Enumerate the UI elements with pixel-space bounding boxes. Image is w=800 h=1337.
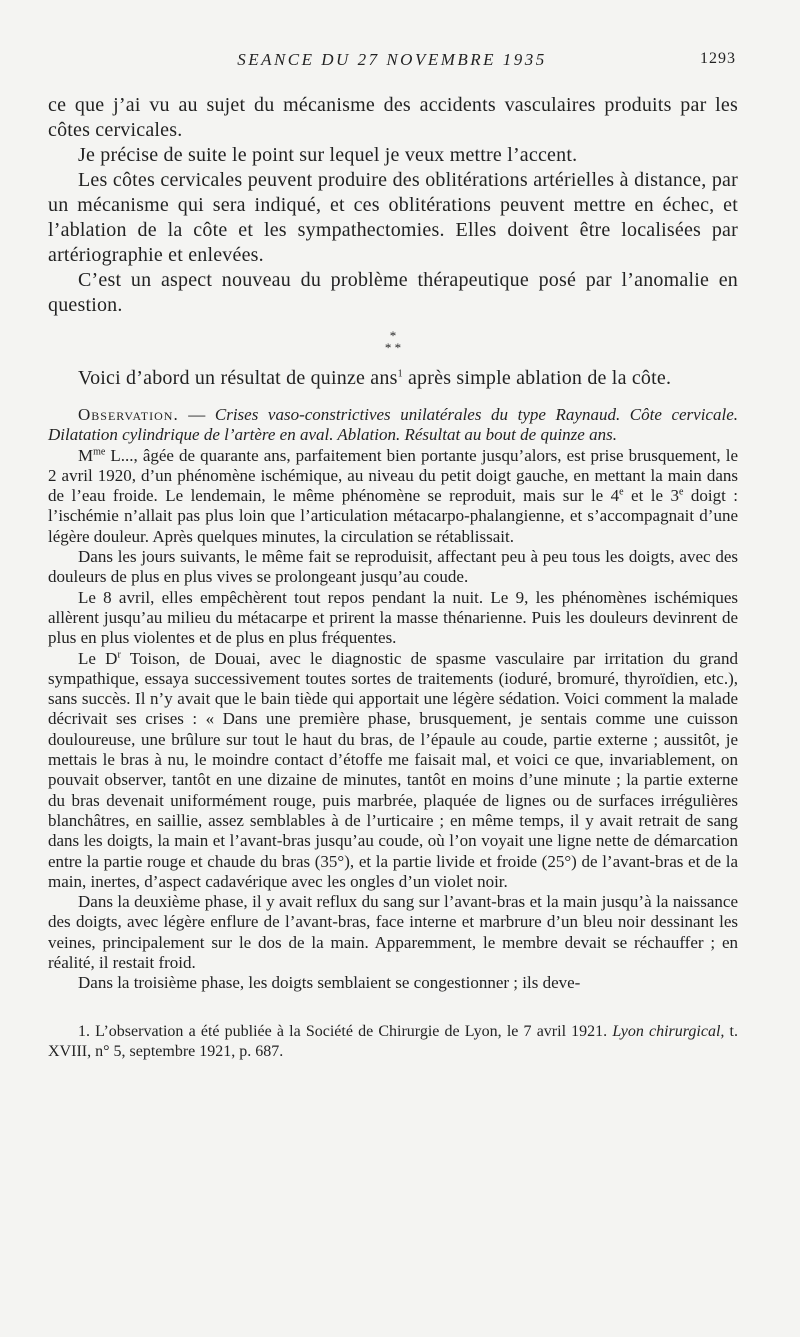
footnote-number: 1. [78,1022,90,1040]
mme-superscript: me [93,445,106,457]
intro-paragraph-2: Je précise de suite le point sur lequel je veux mettre l’accent. [78,144,578,166]
case-paragraph-6: Dans la troisième phase, les doigts semblaient se congestionner ; ils deve- [78,973,581,993]
case-paragraph-2: Dans les jours suivants, le même fait se reproduisit, affectant peu à peu tous les doigts, avec des douleurs de plus en plus vives se prolongeant jusqu’au coude. [48,547,738,587]
separator-star-top: * [389,328,397,343]
separator-stars-bottom: * * [384,340,402,355]
intro-paragraph-4: C’est un aspect nouveau du problème thérapeutique posé par l’anomalie en question. [48,269,738,316]
ordinal-superscript-2: e [678,486,684,498]
page-body [48,93,738,1062]
section-intro-text: Voici d’abord un résultat de quinze ans [78,367,398,389]
footnote-journal: Lyon chirurgical, [612,1022,725,1040]
dr-prefix: Le D [78,648,118,668]
case-paragraph-1-text: L..., âgée de quarante ans, parfaitement bien portante jusqu’alors, est prise brusquement, le 2 avril 1920, d’un phénomène ischémique, au niveau du petit doigt gauche, en mettant la main dans de l’eau froide. Le lendemain, le même phénomène se reproduit, mais sur le 4 [48,445,738,506]
observation-label: Observation. [78,405,179,424]
observation-title: Crises vaso-constrictives unilatérales du type Raynaud. Côte cervicale. Dilatation cylindrique de l’artère en aval. Ablation. Résultat au bout de quinze ans. [48,405,738,445]
case-paragraph-1-end: doigt : l’ischémie n’allait pas plus loin que l’articulation métacarpo-phalangienne, et s’accompagnait d’une légère douleur. Après quelques minutes, la circulation se rétablissait. [48,486,738,546]
footnote-text: L’observation a été publiée à la Société de Chirurgie de Lyon, le 7 avril 1921. [90,1022,613,1040]
dr-superscript: r [117,648,121,660]
case-paragraph-1-mid: et le 3 [623,486,679,506]
ordinal-superscript-1: e [619,486,624,498]
section-intro-text-end: après simple ablation de la côte. [402,367,672,389]
section-intro-paragraph [48,366,738,391]
footnote [48,1022,738,1062]
running-title: SEANCE DU 27 NOVEMBRE 1935 [237,50,547,69]
footnote-reference-details: t. XVIII, n° 5, septembre 1921, p. 687. [48,1022,739,1060]
section-separator [48,330,738,354]
running-header [48,50,736,74]
footnote-reference: 1 [397,368,403,380]
case-paragraph-4-text: Toison, de Douai, avec le diagnostic de spasme vasculaire par irritation du grand sympathique, essaya successivement toutes sortes de traitements (ioduré, bromuré, thyroïdien, etc.), sans succès. Il n’y avait que le bain tiède qui apportait une légère sédation. Voici comment la malade décrivait ses crises : « Dans une première phase, brusquement, je sentais comme une cuisson douloureuse, une brûlure sur tout le haut du bras, de l’épaule au coude, partie externe ; aussitôt, je mettais le bras à nu, le moindre contact d’étoffe me faisait mal, et voici ce que, invariablement, on pouvait observer, tantôt en une dizaine de minutes, tantôt en moins d’une minute ; la partie externe du bras devenait uniformément rouge, puis marbrée, plaquée de lignes ou de surfaces irrégulières blanchâtres, en saillie, assez semblables à de l’urticaire ; en même temps, il y avait retrait de sang dans les doigts, la main et l’avant-bras jusqu’au coude, où l’on voyait une ligne nette de démarcation entre la partie rouge et chaude du bras (35°), et la partie livide et froide (25°) de l’avant-bras et de la main, inertes, d’aspect cadavérique avec les ongles d’un violet noir. [48,648,738,891]
intro-paragraph-3: Les côtes cervicales peuvent produire des oblitérations artérielles à distance, par un mécanisme qui sera indiqué, et ces oblitérations peuvent mettre en échec, et l’ablation de la côte et les sympathectomies. Elles doivent être localisées par artériographie et enlevées. [48,169,738,266]
case-paragraph-1 [48,446,738,547]
page-number: 1293 [700,50,736,67]
observation-dash: — [178,405,215,424]
case-paragraph-4 [48,649,738,893]
intro-paragraph-1: ce que j’ai vu au sujet du mécanisme des accidents vasculaires produits par les côtes cervicales. [48,94,738,141]
case-paragraph-5: Dans la deuxième phase, il y avait reflux du sang sur l’avant-bras et la main jusqu’à la naissance des doigts, avec légère enflure de l’avant-bras, face interne et marbrure d’un bleu noir dessinant les veines, principalement sur le dos de la main. Apparemment, le membre devait se réchauffer ; en réalité, il restait froid. [48,892,738,973]
mme-prefix: M [78,445,94,465]
observation-heading [48,405,738,446]
case-paragraph-3: Le 8 avril, elles empêchèrent tout repos pendant la nuit. Le 9, les phénomènes ischémiques allèrent jusqu’au milieu du métacarpe et prirent la masse thénarienne. Puis les douleurs devinrent de plus en plus violentes et de plus en plus fréquentes. [48,587,738,648]
